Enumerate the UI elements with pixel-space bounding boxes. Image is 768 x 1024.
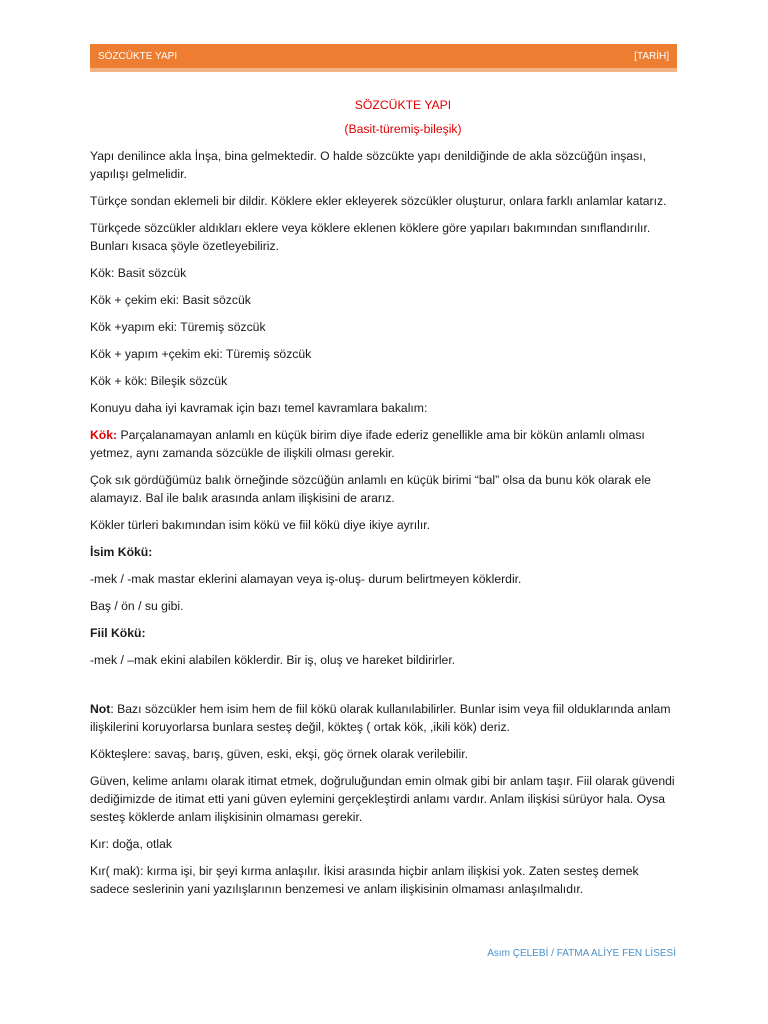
list-item: Kök + çekim eki: Basit sözcük: [90, 293, 251, 307]
paragraph: Kır: doğa, otlak: [90, 837, 172, 851]
paragraph: Yapı denilince akla İnşa, bina gelmektedir. O halde sözcükte yapı denildiğinde de akla sözcüğün inşası, yapılışı gelmelidir.: [90, 149, 647, 181]
document-body: [90, 96, 680, 907]
kok-text: Parçalanamayan anlamlı en küçük birim diye ifade ederiz genellikle ama bir kökün anlamlı olması yetmez, aynı zamanda sözcükle de ilişkili olması gerekir.: [90, 428, 645, 460]
note-paragraph: [90, 700, 680, 736]
paragraph: Konuyu daha iyi kavramak için bazı temel kavramlara bakalım:: [90, 401, 428, 415]
document-title: SÖZCÜKTE YAPI: [354, 98, 452, 112]
note-label: Not: [90, 702, 111, 716]
paragraph: Türkçede sözcükler aldıkları eklere veya köklere eklenen köklere göre yapıları bakımından sınıflandırılır. Bunları kısaca şöyle özetleyebiliriz.: [90, 221, 651, 253]
list-item: Kök: Basit sözcük: [90, 266, 187, 280]
paragraph: -mek / -mak mastar eklerini alamayan veya iş-oluş- durum belirtmeyen köklerdir.: [90, 572, 522, 586]
fiil-koku-heading: Fiil Kökü:: [90, 626, 146, 640]
list-item: Kök + kök: Bileşik sözcük: [90, 374, 228, 388]
kok-label: Kök:: [90, 428, 118, 442]
paragraph: -mek / –mak ekini alabilen köklerdir. Bir iş, oluş ve hareket bildirirler.: [90, 653, 456, 667]
kok-definition: [90, 426, 680, 462]
paragraph: Kökler türleri bakımından isim kökü ve fiil kökü diye ikiye ayrılır.: [90, 518, 431, 532]
header-bar: [90, 44, 677, 72]
header-title: SÖZCÜKTE YAPI: [98, 50, 178, 62]
list-item: Kök + yapım +çekim eki: Türemiş sözcük: [90, 347, 312, 361]
paragraph: Türkçe sondan eklemeli bir dildir. Köklere ekler ekleyerek sözcükler oluşturur, onlara farklı anlamlar katarız.: [90, 194, 667, 208]
paragraph: Kır( mak): kırma işi, bir şeyi kırma anlaşılır. İkisi arasında hiçbir anlam ilişkisi yok. Zaten sesteş demek sadece seslerinin yani yazılışlarının benzemesi ve anlam ilişkisinin olmaması anlaşılmalıdır.: [90, 864, 639, 896]
paragraph: Baş / ön / su gibi.: [90, 599, 184, 613]
paragraph: Çok sık gördüğümüz balık örneğinde sözcüğün anlamlı en küçük birimi “bal” olsa da bunu kök olarak ele alamayız. Bal ile balık arasında anlam ilişkisini de ararız.: [90, 473, 651, 505]
paragraph: Kökteşlere: savaş, barış, güven, eski, ekşi, göç örnek olarak verilebilir.: [90, 747, 468, 761]
note-text: : Bazı sözcükler hem isim hem de fiil kökü olarak kullanılabilirler. Bunlar isim veya fiil olduklarında anlam ilişkilerini koruyorlarsa bunlara sesteş değil, kökteş ( ortak kök, ,ikili kök) deriz.: [90, 702, 671, 734]
spacer: [90, 678, 680, 700]
paragraph: Güven, kelime anlamı olarak itimat etmek, doğruluğundan emin olmak gibi bir anlam taşır. Fiil olarak güvendi dediğimizde de itimat etti yani güven eylemini gerçekleştirdi anlamı vardır. Anlam ilişkisi sürüyor hala. Oysa sesteş köklerde anlam ilişkisinin olmaması gerekir.: [90, 774, 675, 824]
list-item: Kök +yapım eki: Türemiş sözcük: [90, 320, 266, 334]
footer-author: Asım ÇELEBİ / FATMA ALİYE FEN LİSESİ: [487, 948, 676, 959]
document-subtitle: (Basit-türemiş-bileşik): [344, 122, 462, 136]
header-date: [TARİH]: [634, 50, 669, 62]
isim-koku-heading: İsim Kökü:: [90, 545, 153, 559]
